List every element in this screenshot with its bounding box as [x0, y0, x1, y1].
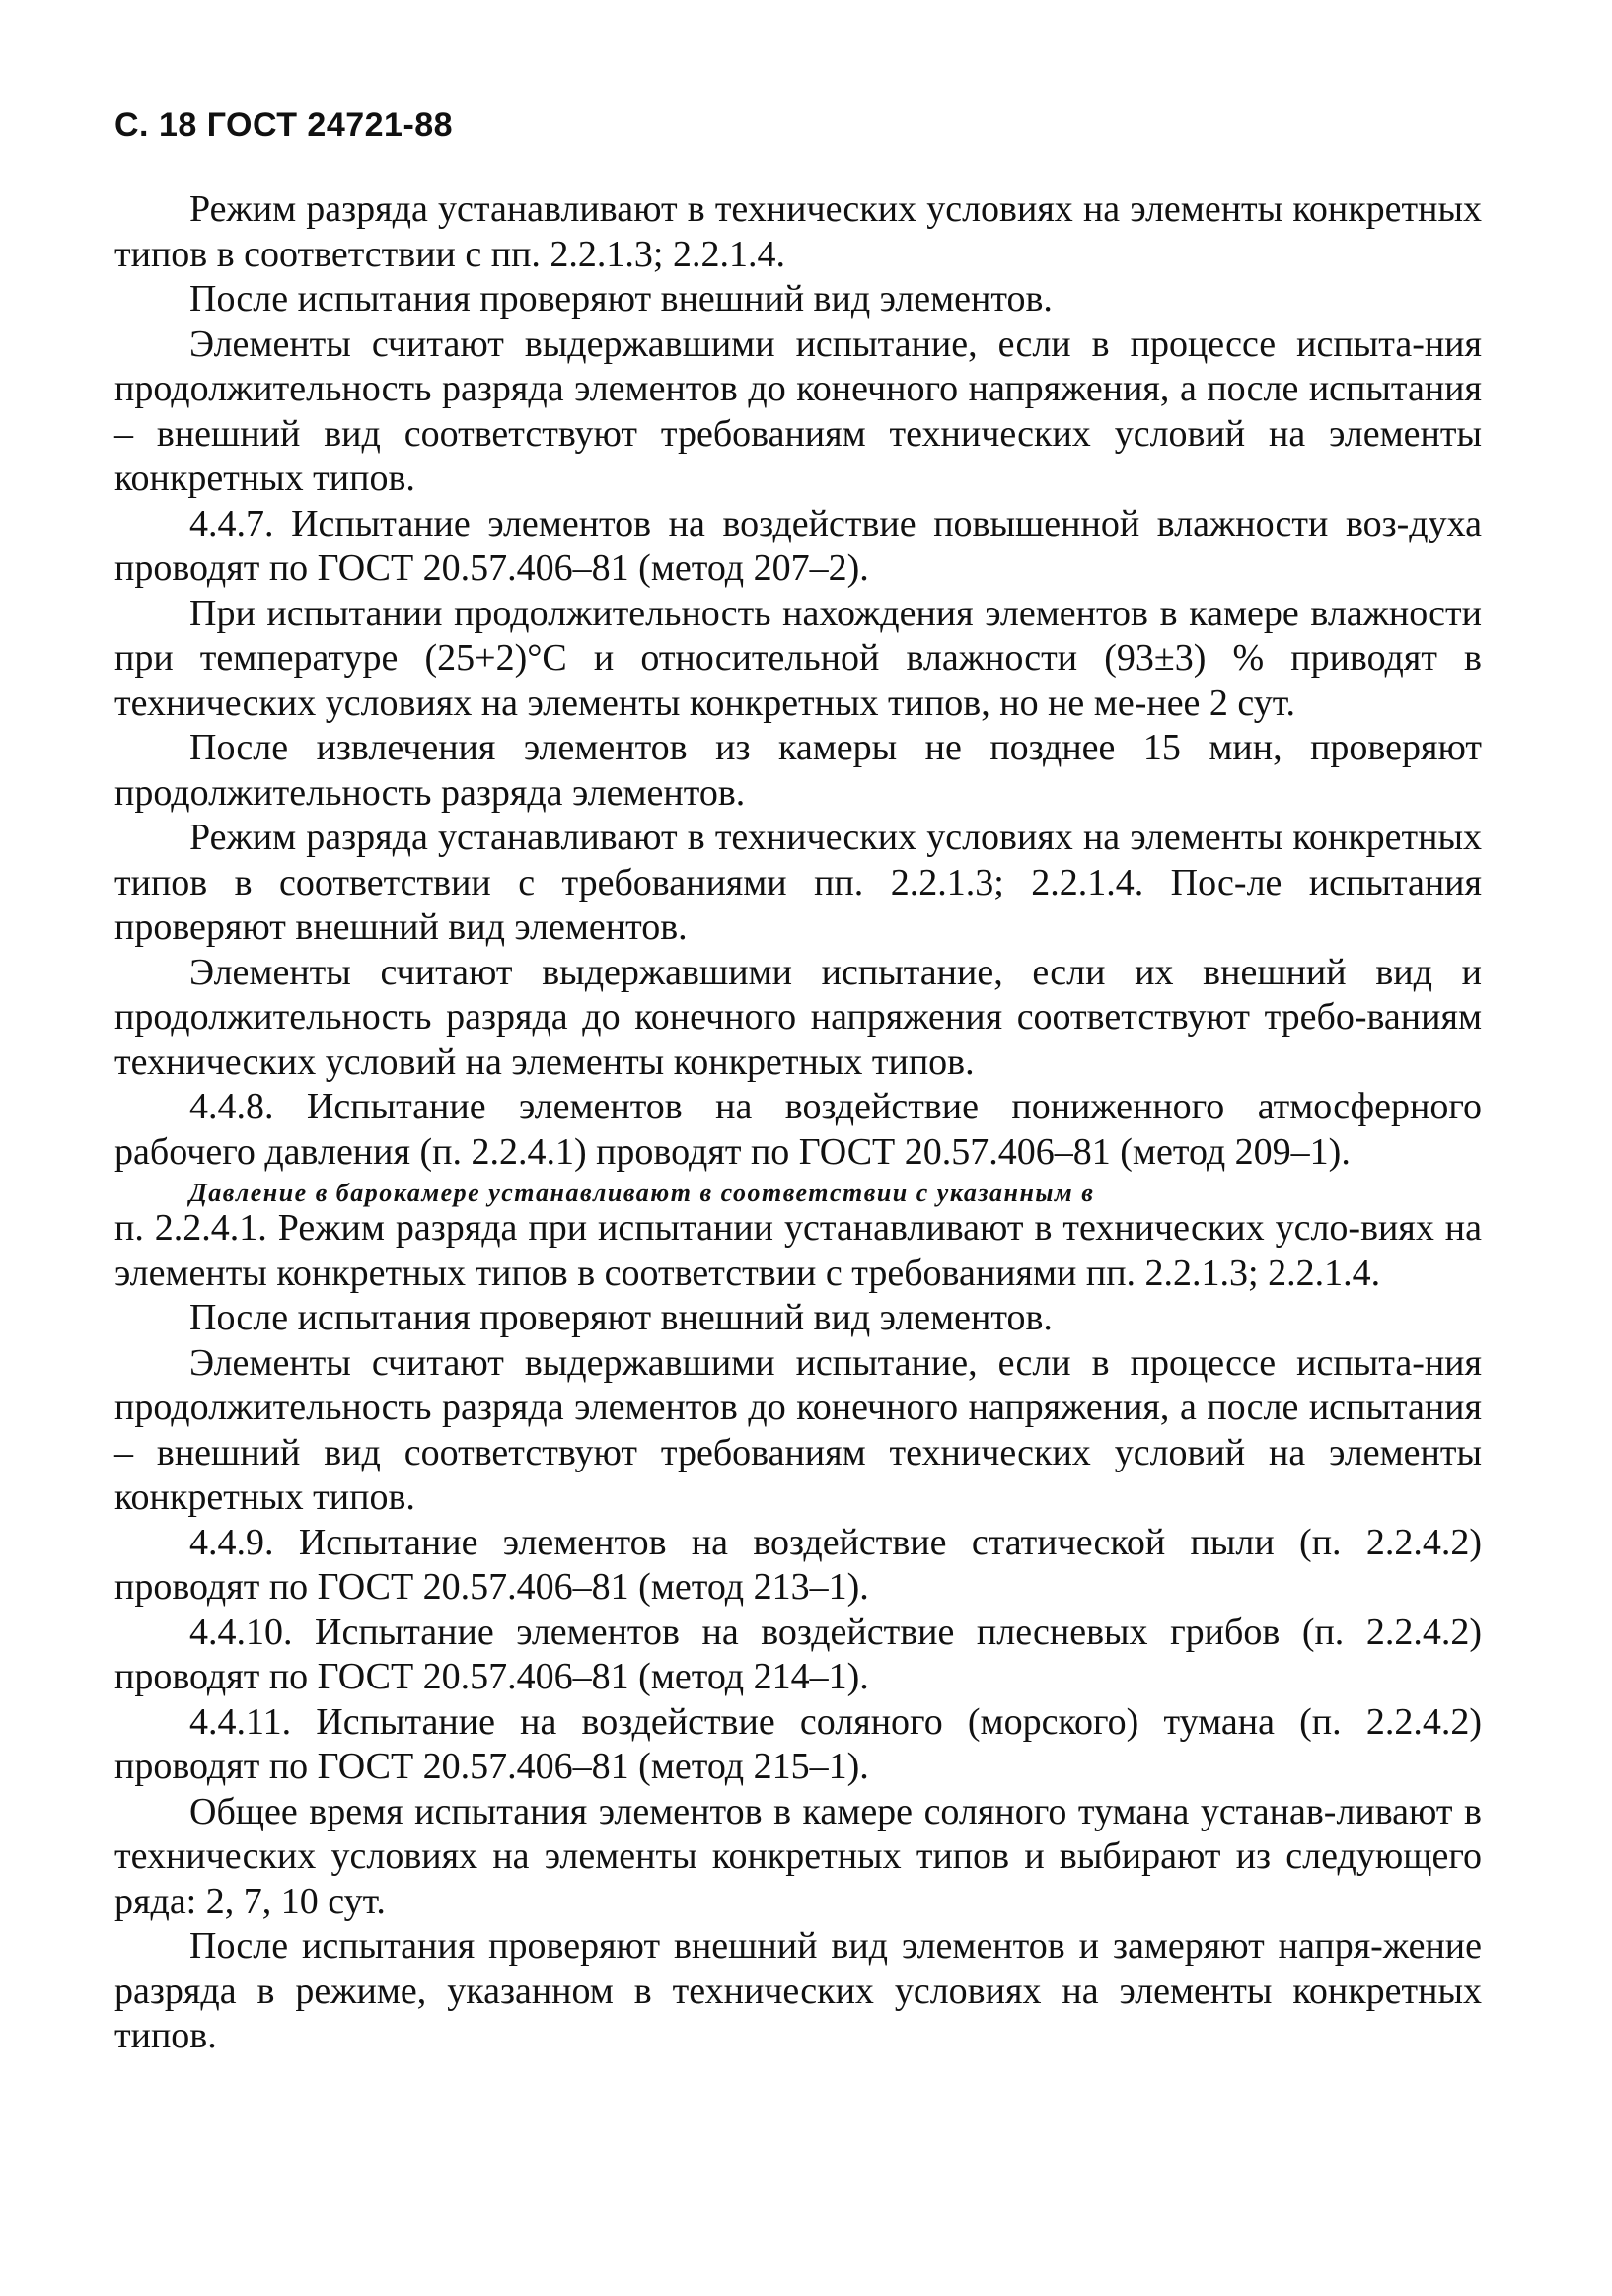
paragraph-visual-check: После испытания проверяют внешний вид элементов.: [189, 278, 1053, 320]
paragraph-after-extraction: После извлечения элементов из камеры не позднее 15 мин, проверяют продолжительность разряда элементов.: [114, 727, 1482, 814]
document-body: [114, 187, 1482, 2059]
paragraph-final-check: После испытания проверяют внешний вид элементов и замеряют напря-жение разряда в режиме, указанном в технических условиях на элементы конкретных типов.: [114, 1925, 1482, 2056]
clause-4-4-8: 4.4.8. Испытание элементов на воздействие пониженного атмосферного рабочего давления (п. 2.2.4.1) проводят по ГОСТ 20.57.406–81 (метод 209–1).: [114, 1086, 1482, 1173]
page-header: С. 18 ГОСТ 24721-88: [114, 107, 454, 144]
paragraph-pass-criteria: Элементы считают выдержавшими испытание, если в процессе испыта-ния продолжительность разряда элементов до конечного напряжения, а после испытания – внешний вид соответствуют требованиям технических условий на элементы конкретных типов.: [114, 323, 1482, 499]
clause-4-4-9: 4.4.9. Испытание элементов на воздействие статической пыли (п. 2.2.4.2) проводят по ГОСТ 20.57.406–81 (метод 213–1).: [114, 1521, 1482, 1608]
paragraph-discharge-mode: Режим разряда устанавливают в технических условиях на элементы конкретных типов в соответствии с пп. 2.2.1.3; 2.2.1.4.: [114, 188, 1482, 275]
paragraph-pass-criteria-2: Элементы считают выдержавшими испытание, если их внешний вид и продолжительность разряда до конечного напряжения соответствуют требо-ваниям технических условий на элементы конкретных типов.: [114, 951, 1482, 1083]
clause-4-4-11: 4.4.11. Испытание на воздействие соляного (морского) тумана (п. 2.2.4.2) проводят по ГОСТ 20.57.406–81 (метод 215–1).: [114, 1700, 1482, 1787]
clause-4-4-7: 4.4.7. Испытание элементов на воздействие повышенной влажности воз-духа проводят по ГОСТ 20.57.406–81 (метод 207–2).: [114, 502, 1482, 589]
clause-4-4-10: 4.4.10. Испытание элементов на воздействие плесневых грибов (п. 2.2.4.2) проводят по ГОСТ 20.57.406–81 (метод 214–1).: [114, 1611, 1482, 1697]
paragraph-pressure-note: Давление в барокамере устанавливают в соответствии с указанным в: [189, 1179, 1095, 1207]
paragraph-humidity-duration: При испытании продолжительность нахождения элементов в камере влажности при температуре (25+2)°С и относительной влажности (93±3) % приводят в технических условиях на элементы конкретных типов, но не ме-нее 2 сут.: [114, 592, 1482, 724]
paragraph-visual-check-2: После испытания проверяют внешний вид элементов.: [189, 1297, 1053, 1338]
paragraph-pressure-continuation: п. 2.2.4.1. Режим разряда при испытании устанавливают в технических усло-виях на элементы конкретных типов в соответствии с требованиями пп. 2.2.1.3; 2.2.1.4.: [114, 1207, 1482, 1294]
paragraph-pass-criteria-3: Элементы считают выдержавшими испытание, если в процессе испыта-ния продолжительность разряда элементов до конечного напряжения, а после испытания – внешний вид соответствуют требованиям технических условий на элементы конкретных типов.: [114, 1341, 1482, 1518]
paragraph-salt-fog-duration: Общее время испытания элементов в камере соляного тумана устанав-ливают в технических условиях на элементы конкретных типов и выбирают из следующего ряда: 2, 7, 10 сут.: [114, 1790, 1482, 1922]
paragraph-discharge-mode-2: Режим разряда устанавливают в технических условиях на элементы конкретных типов в соответствии с требованиями пп. 2.2.1.3; 2.2.1.4. Пос-ле испытания проверяют внешний вид элементов.: [114, 817, 1482, 948]
